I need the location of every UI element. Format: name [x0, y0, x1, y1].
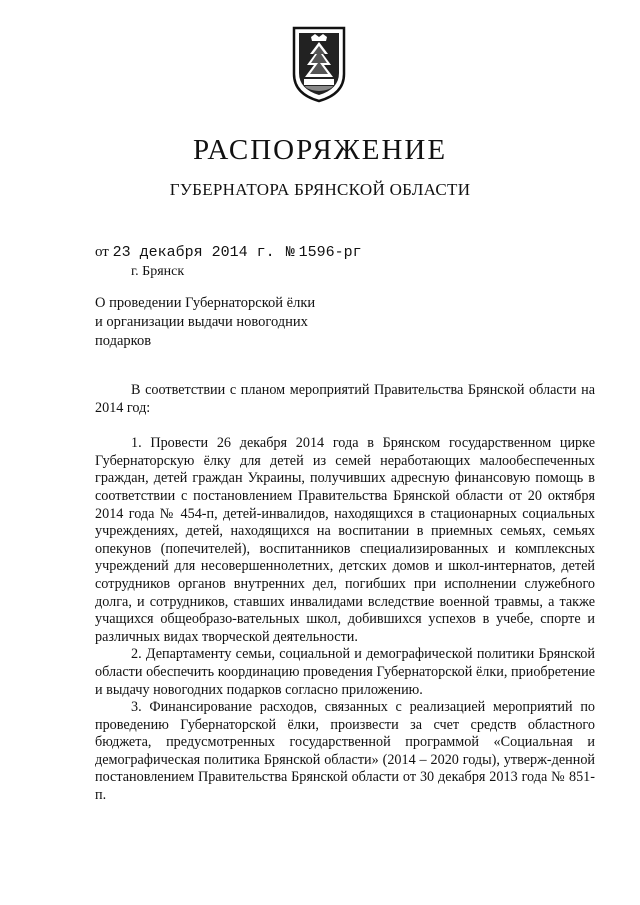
bryansk-coat-of-arms-icon [290, 24, 348, 104]
subject-line: О проведении Губернаторской ёлки [95, 295, 316, 311]
document-date: 23 декабря 2014 г. [112, 244, 275, 261]
number-label: № [285, 244, 295, 261]
item-paragraph-1: 1. Провести 26 декабря 2014 года в Брянском государственном цирке Губернаторскую ёлку для детей из семей неработающих малообеспеченных граждан, детей граждан Украины, получивших адресную финансовую помощь в соответствии с постановлением Правительства Брянской области от 20 октября 2014 года № 454-п, детей-инвалидов, находящихся в стационарных социальных учреждениях, детей, находящихся на воспитании в приемных семьях, семьях опекунов (попечителей), воспитанников специализированных и комплексных учреждений для несовершеннолетних, детских домов и школ-интернатов, детей сотрудников органов внутренних дел, погибших при исполнении служебного долга, и сотрудников, ставших инвалидами вследствие военной травмы, а также учащихся общеобразо-вательных школ, добившихся успехов в учебе, спорте и различных видах творческой деятельности. [95, 435, 595, 645]
document-number: 1596-рг [298, 244, 362, 261]
issue-city: г. Брянск [131, 264, 185, 279]
document-subtitle: ГУБЕРНАТОРА БРЯНСКОЙ ОБЛАСТИ [169, 180, 471, 199]
date-prefix: от [95, 244, 109, 260]
subject-line: и организации выдачи новогодних [95, 314, 308, 330]
subject-line: подарков [95, 333, 152, 349]
document-title: РАСПОРЯЖЕНИЕ [192, 134, 448, 166]
item-paragraph-3: 3. Финансирование расходов, связанных с реализацией мероприятий по проведению Губернаторской ёлки, произвести за счет средств областного бюджета, предусмотренных государственной программой «Социальная и демографическая политика Брянской области» (2014 – 2020 годы), утверж-денной постановлением Правительства Брянской области от 30 декабря 2013 года № 851-п. [95, 699, 595, 804]
document-body [95, 382, 595, 805]
document-subject [95, 294, 315, 351]
item-paragraph-2: 2. Департаменту семьи, социальной и демографической политики Брянской области обеспечить координацию проведения Губернаторской ёлки, приобретение и выдачу новогодних подарков согласно приложению. [95, 646, 595, 698]
registration-line [95, 244, 362, 261]
preamble-paragraph: В соответствии с планом мероприятий Правительства Брянской области на 2014 год: [95, 382, 595, 416]
